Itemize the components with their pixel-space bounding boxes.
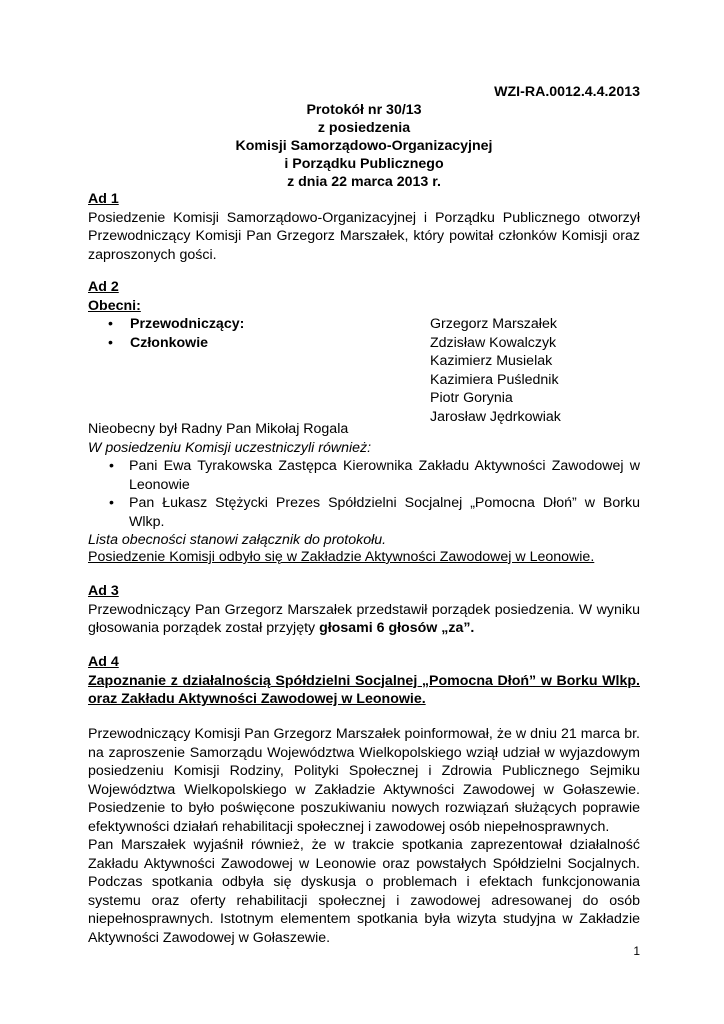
attendee-name: Kazimierz Musielak — [430, 353, 553, 369]
title-line: Protokół nr 30/13 — [306, 102, 422, 118]
guest-list — [88, 457, 640, 531]
section-ad2 — [88, 278, 640, 426]
ad4-paragraph-2: Pan Marszałek wyjaśnił również, że w trakcie spotkania zaprezentował działalność Zakładu Aktywności Zawodowej w Leonowie oraz powstałych Spółdzielni Socjalnych. Podczas spotkania odbyła się dyskusja o problemach i efektach funkcjonowania systemu oraz oferty rehabilitacji społecznej i zawodowej adresowanej do osób niepełnosprawnych. Istotnym elementem spotkania była wizyta studyjna w Zakładzie Aktywności Zawodowej w Gołaszewie. — [88, 837, 640, 946]
bullet-icon: • — [109, 458, 114, 474]
attendee-row — [88, 352, 640, 371]
section-ad3 — [88, 582, 640, 638]
attendee-row — [88, 315, 640, 334]
attendee-name: Jarosław Jędrkowiak — [430, 408, 561, 425]
absent-note: Nieobecny był Radny Pan Mikołaj Rogala — [88, 421, 349, 437]
bullet-icon: • — [108, 316, 113, 332]
title-line: z posiedzenia — [317, 120, 411, 136]
ad2-heading: Ad 2 — [88, 279, 119, 295]
attendee-name: Grzegorz Marszałek — [430, 316, 557, 332]
guest-item — [88, 457, 640, 494]
section-ad1 — [88, 190, 640, 264]
attendance-note: Lista obecności stanowi załącznik do protokołu. — [88, 532, 387, 548]
location-note: Posiedzenie Komisji odbyło się w Zakładzie Aktywności Zawodowej w Leonowie. — [88, 549, 595, 565]
attendee-row — [88, 389, 640, 408]
attendee-row — [88, 371, 640, 390]
section-ad4 — [88, 653, 640, 709]
bullet-icon: • — [109, 495, 114, 511]
bullet-icon: • — [108, 334, 113, 351]
title-line: Komisji Samorządowo-Organizacyjnej — [235, 138, 493, 154]
ad1-text: Posiedzenie Komisji Samorządowo-Organizacyjnej i Porządku Publicznego otworzył Przewodniczący Komisji Pan Grzegorz Marszałek, który powitał członków Komisji oraz zaproszonych gości. — [88, 209, 640, 263]
ad4-subject: Zapoznanie z działalnością Spółdzielni Socjalnej „Pomocna Dłoń” w Borku Wlkp. oraz Zakładu Aktywności Zawodowej w Leonowie. — [88, 672, 640, 707]
attendee-role: Przewodniczący: — [130, 316, 245, 332]
ad1-heading: Ad 1 — [88, 191, 119, 207]
guests-block — [88, 420, 640, 550]
document-reference: WZI-RA.0012.4.4.2013 — [494, 84, 640, 100]
ad3-body: Przewodniczący Pan Grzegorz Marszałek przedstawił porządek posiedzenia. W wyniku głosowania porządek został przyjęty — [88, 601, 640, 636]
attendee-row — [88, 334, 640, 353]
attendee-role: Członkowie — [130, 334, 209, 351]
document-title — [88, 101, 640, 191]
guests-intro: W posiedzeniu Komisji uczestniczyli również: — [88, 439, 372, 456]
ad3-heading: Ad 3 — [88, 583, 119, 599]
location-block — [88, 548, 640, 567]
guest-text: Pani Ewa Tyrakowska Zastępca Kierownika Zakładu Aktywności Zawodowej w Leonowie — [129, 458, 640, 493]
title-line: i Porządku Publicznego — [284, 156, 444, 172]
ad4-paragraph-1: Przewodniczący Komisji Pan Grzegorz Marszałek poinformował, że w dniu 21 marca br. na zaproszenie Samorządu Województwa Wielkopolskiego wziął udział w wyjazdowym posiedzeniu Komisji Rodziny, Polityki Społecznej i Zdrowia Publicznego Sejmiku Województwa Wielkopolskiego w Zakładzie Aktywności Zawodowej w Gołaszewie. Posiedzenie to było poświęcone poszukiwaniu nowych rozwiązań służących poprawie efektywności działań rehabilitacji społecznej i zawodowej osób niepełnosprawnych. — [88, 726, 640, 835]
attendee-name: Zdzisław Kowalczyk — [430, 334, 557, 351]
ad4-heading: Ad 4 — [88, 654, 119, 670]
page-number: 1 — [633, 944, 640, 958]
ad3-vote: głosami 6 głosów „za”. — [319, 620, 475, 636]
attendee-list — [88, 315, 640, 426]
attendee-name: Piotr Gorynia — [430, 390, 513, 406]
title-line: z dnia 22 marca 2013 r. — [287, 174, 441, 190]
ad3-text — [88, 601, 640, 638]
attendee-name: Kazimiera Puślednik — [430, 371, 559, 388]
ad4-body — [88, 725, 640, 947]
present-label: Obecni: — [88, 297, 141, 314]
guest-item — [88, 494, 640, 531]
guest-text: Pan Łukasz Stężycki Prezes Spółdzielni Socjalnej „Pomocna Dłoń” w Borku Wlkp. — [129, 495, 640, 530]
